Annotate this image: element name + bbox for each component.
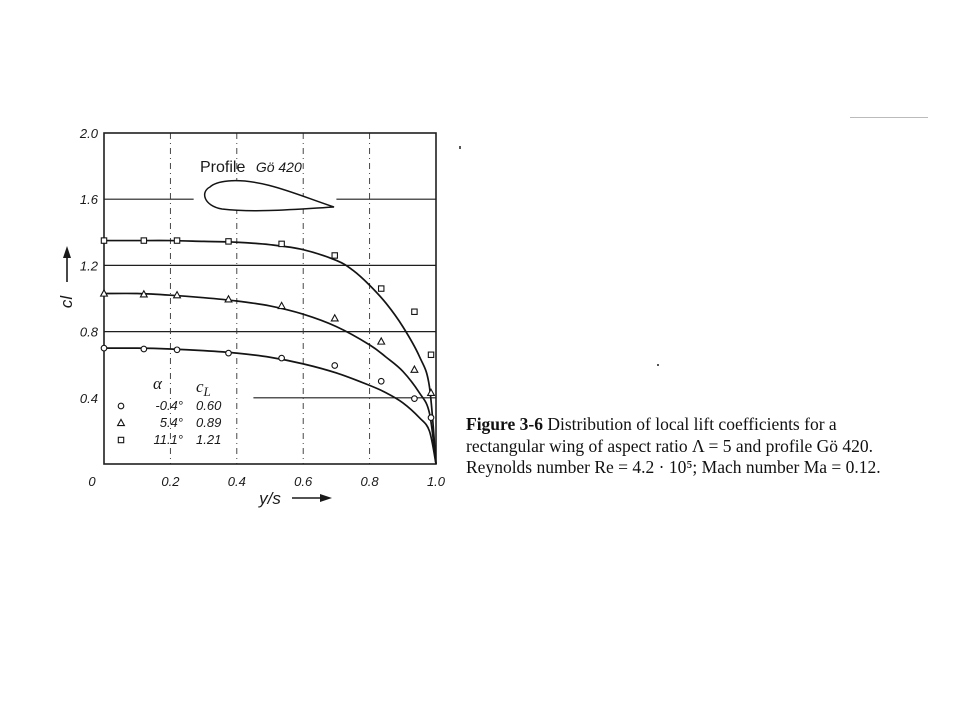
data-point-square-6 (379, 286, 384, 291)
caption-text: Distribution of local lift coefficients for a rectangular wing of aspect ratio Λ = 5 and profile Gö 420. Reynolds number Re = 4.2 · 10⁵; Mach number Ma = 0.12. (466, 414, 881, 477)
data-point-circle-4 (279, 355, 285, 361)
y-tick-label-1: 0.8 (79, 324, 98, 340)
x-tick-label-3: 0.6 (294, 474, 313, 489)
grid-layer (104, 133, 436, 464)
legend (118, 374, 222, 447)
data-point-triangle-5 (331, 315, 338, 321)
legend-cl-0: 0.60 (196, 398, 222, 413)
data-point-triangle-7 (411, 366, 418, 372)
data-point-triangle-3 (225, 296, 232, 302)
scan-artifact-line (850, 117, 928, 118)
data-point-circle-5 (332, 363, 338, 369)
scan-artifact-dot-2 (459, 146, 461, 149)
data-point-triangle-6 (378, 338, 385, 344)
legend-marker-triangle (118, 419, 125, 425)
profile-label (200, 159, 302, 176)
legend-marker-circle (118, 403, 124, 409)
data-point-square-7 (412, 309, 417, 314)
y-axis-label: cl (57, 295, 76, 309)
data-point-circle-1 (141, 346, 147, 352)
data-point-circle-0 (101, 345, 107, 351)
data-point-triangle-8 (428, 389, 435, 395)
legend-alpha-0: -0.4° (155, 398, 183, 413)
plot-frame (104, 133, 436, 464)
data-point-square-8 (428, 352, 433, 357)
data-point-triangle-4 (278, 302, 285, 308)
legend-marker-square (118, 437, 123, 442)
data-point-circle-7 (412, 396, 418, 402)
y-tick-label-3: 1.6 (79, 192, 98, 208)
curves-layer (104, 241, 436, 464)
profile-prefix: Profile (200, 159, 246, 176)
legend-alpha-1: 5.4° (159, 415, 183, 430)
legend-header-cl-sub: L (203, 384, 211, 399)
data-point-square-4 (279, 241, 284, 246)
x-tick-label-1: 0.2 (161, 474, 180, 489)
legend-alpha-2: 11.1° (153, 432, 183, 447)
legend-cl-2: 1.21 (196, 432, 222, 447)
x-tick-label-4: 0.8 (360, 474, 379, 489)
axes-layer (104, 133, 436, 464)
figure-caption (466, 414, 896, 479)
x-axis-arrow-head (320, 494, 332, 502)
data-point-square-5 (332, 253, 337, 258)
legend-header-cl: $c_L$ (196, 377, 211, 399)
y-tick-label-2: 1.2 (79, 258, 98, 274)
data-point-circle-6 (378, 378, 384, 384)
series-line-square (104, 241, 436, 464)
x-tick-label-5: 1.0 (426, 474, 446, 489)
data-point-square-0 (101, 238, 106, 243)
x-tick-label-0: 0 (88, 474, 96, 489)
legend-cl-1: 0.89 (196, 415, 222, 430)
data-point-square-3 (226, 239, 231, 244)
airfoil-profile-shape (205, 181, 334, 211)
data-point-circle-8 (428, 415, 434, 421)
profile-name: Gö 420 (255, 159, 302, 175)
data-point-circle-2 (174, 347, 180, 353)
y-axis-arrow-head (63, 246, 71, 258)
caption-label: Figure 3-6 (466, 414, 543, 434)
data-point-circle-3 (226, 350, 232, 356)
x-tick-label-2: 0.4 (227, 474, 246, 489)
data-point-square-1 (141, 238, 146, 243)
legend-header-alpha: α (153, 374, 162, 393)
x-axis-label: y/s (259, 489, 281, 508)
profile-annotation (200, 159, 334, 211)
data-point-square-2 (174, 238, 179, 243)
y-tick-label-4: 2.0 (79, 126, 98, 141)
y-tick-label-0: 0.4 (79, 390, 98, 406)
scan-artifact-dot (657, 364, 659, 366)
